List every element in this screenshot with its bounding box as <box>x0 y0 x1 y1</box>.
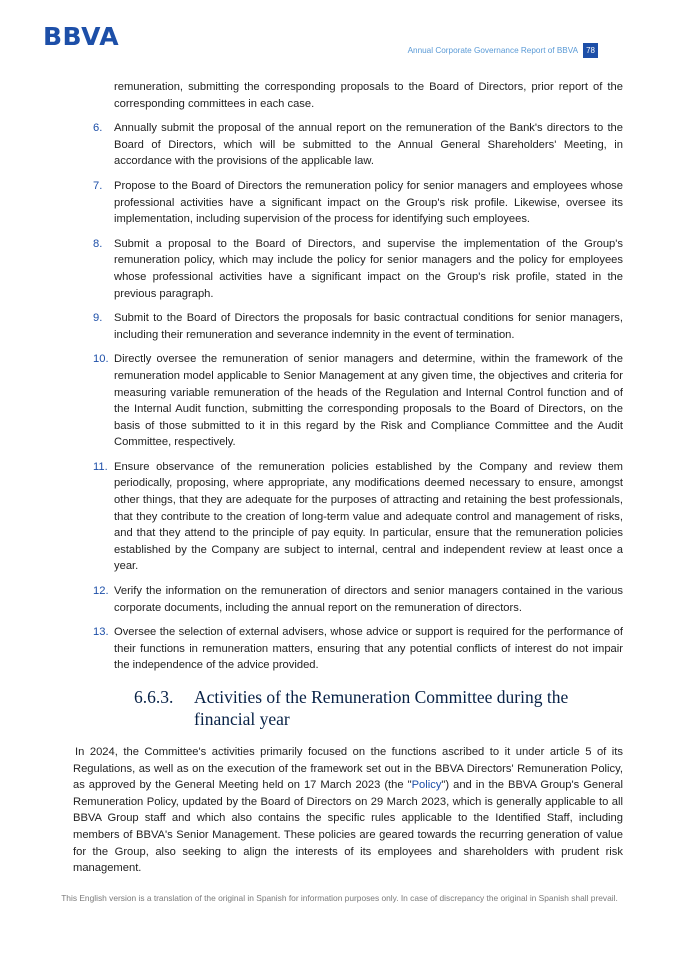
list-item-text: Directly oversee the remuneration of senior managers and determine, within the framework of the remuneration model applicable to Senior Management at any given time, the objectives and criteria for measuring variable remuneration of the heads of the Regulation and Internal Control function and of the Internal Audit function, submitting the corresponding proposals to the Board of Directors, on the basis of those submitted to it in this regard by the Risk and Compliance Committee and the Audit Committee, respectively. <box>114 353 623 449</box>
intro-paragraph: remuneration, submitting the corresponding proposals to the Board of Directors, prior report of the corresponding committees in each case. <box>114 81 623 110</box>
list-item <box>73 310 623 343</box>
page-header <box>408 43 598 58</box>
list-item-text: Submit a proposal to the Board of Directors, and supervise the implementation of the Group's remuneration policy, which may include the policy for senior managers and the policy for employees whose professional activities have a significant impact on the Group's risk profile, stated in the previous paragraph. <box>114 237 623 300</box>
list-item <box>73 583 623 616</box>
list-item-text: Propose to the Board of Directors the remuneration policy for senior managers and employees whose professional activities have a significant impact on the Group's risk profile. Likewise, oversee its implementation, including supervision of the process for identifying such employees. <box>114 179 623 226</box>
list-item-number: 9. <box>93 312 103 325</box>
body-text-part1: In 2024, the Committee's activities primarily focused on the functions ascribed to it under article 5 of its Regulations, as well as on the execution of the framework set out in the BBVA Directors' Remuneration Policy, as approved by the General Meeting held on 17 March 2023 (the " <box>73 746 623 792</box>
list-item <box>73 459 623 575</box>
list-item-number: 12. <box>93 585 109 598</box>
list-item-text: Annually submit the proposal of the annual report on the remuneration of the Bank's directors to the Board of Directors, which will be submitted to the Annual General Shareholders' Meeting, in accordance with the provisions of the applicable law. <box>114 122 623 168</box>
list-item-text: Submit to the Board of Directors the proposals for basic contractual conditions for senior managers, including their remuneration and severance indemnity in the event of termination. <box>114 312 623 341</box>
list-item-text: Verify the information on the remuneration of directors and senior managers contained in the various corporate documents, including the annual report on the remuneration of directors. <box>114 585 623 614</box>
section-title: Activities of the Remuneration Committee during the financial year <box>194 687 569 729</box>
page-content <box>73 79 623 877</box>
list-item <box>73 351 623 451</box>
list-item-text: Oversee the selection of external advisers, whose advice or support is required for the performance of their functions in remuneration matters, ensuring that any potential conflicts of interest do not impair the independence of the advice provided. <box>114 626 623 672</box>
numbered-list <box>73 120 623 674</box>
list-item-number: 6. <box>93 122 103 135</box>
bbva-logo: BBVA <box>43 22 120 51</box>
body-paragraph <box>73 744 623 877</box>
list-item-number: 11. <box>93 460 108 473</box>
report-title: Annual Corporate Governance Report of BBVA <box>407 46 579 55</box>
list-item <box>73 120 623 170</box>
list-item <box>73 178 623 228</box>
footer-disclaimer: This English version is a translation of the original in Spanish for information purposes only. In case of discrepancy the original in Spanish shall prevail. <box>61 893 618 903</box>
policy-link[interactable]: Policy <box>411 779 442 792</box>
list-item <box>73 624 623 674</box>
section-heading <box>73 686 623 730</box>
page-number-badge: 78 <box>583 43 598 58</box>
list-item-text: Ensure observance of the remuneration policies established by the Company and review them periodically, proposing, where appropriate, any modifications deemed necessary to ensure, amongst other things, that they are adequate for the purposes of attracting and retaining the best professionals, that they contribute to the creation of long-term value and adequate control and management of risks, and that they attend to the principle of pay equity. In particular, ensure that the remuneration policies established by the Company are subject to internal, central and independent review at least once a year. <box>114 460 623 573</box>
list-item-number: 8. <box>93 237 103 250</box>
list-item-number: 7. <box>93 179 103 192</box>
list-item-number: 13. <box>93 626 109 639</box>
list-item <box>73 236 623 302</box>
list-item-number: 10. <box>93 353 109 366</box>
section-number: 6.6.3. <box>134 687 174 707</box>
body-text-part2: ") and in the BBVA Group's General Remuneration Policy, updated by the Board of Directors on 29 March 2023, which is generally applicable to all BBVA Group staff and which also contains the specific rules applicable to the Identified Staff, including members of BBVA's Senior Management. These policies are geared towards the recurring generation of value for the Group, also seeking to align the interests of its employees and shareholders with prudent risk management. <box>73 779 624 875</box>
